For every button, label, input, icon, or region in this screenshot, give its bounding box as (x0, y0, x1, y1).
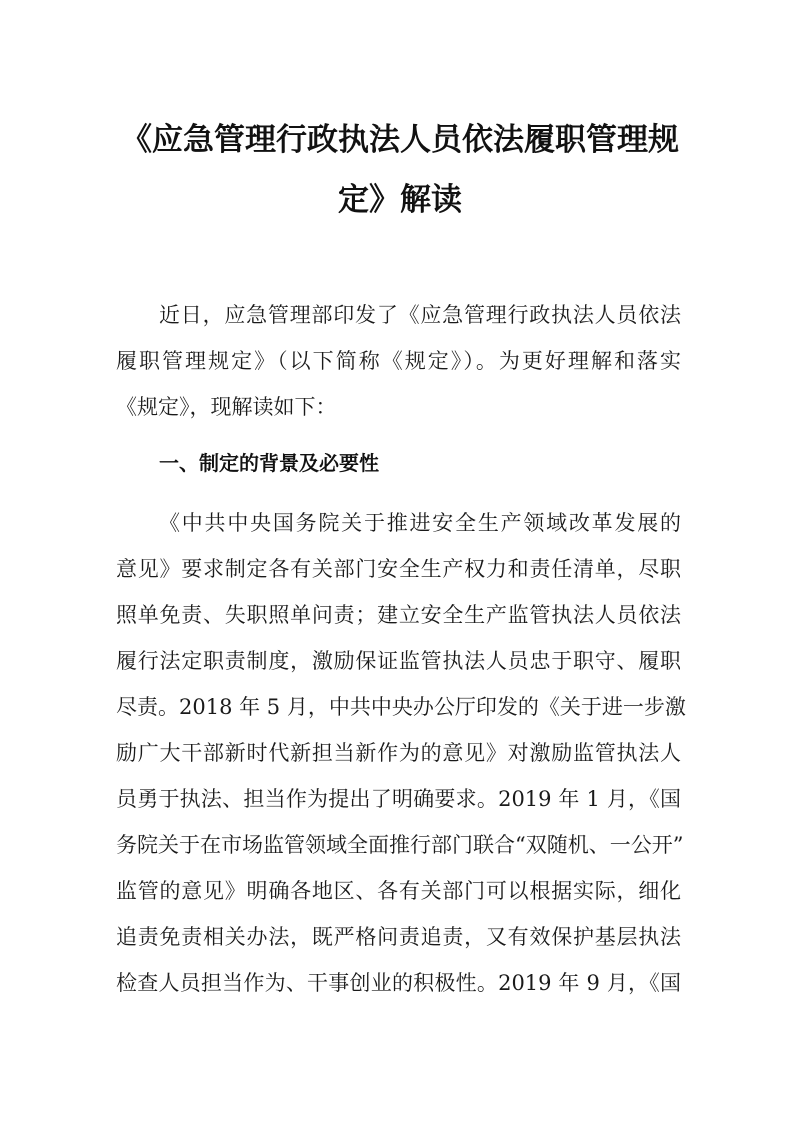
intro-line-3: 《规定》，现解读如下： (116, 395, 337, 419)
section-1-line-3: 照单免责、失职照单问责；建立安全生产监管执法人员依法 (116, 603, 681, 627)
section-1-line-2: 意见》要求制定各有关部门安全生产权力和责任清单，尽职 (116, 557, 681, 581)
section-1-line-1: 《中共中央国务院关于推进安全生产领域改革发展的 (159, 511, 681, 535)
section-1-line-9: 监管的意见》明确各地区、各有关部门可以根据实际，细化 (116, 879, 681, 903)
intro-line-2: 履职管理规定》（以下简称《规定》）。为更好理解和落实 (116, 349, 681, 373)
section-1-line-5: 尽责。2018 年 5 月，中共中央办公厅印发的《关于进一步激 (116, 695, 686, 719)
intro-line-1: 近日，应急管理部印发了《应急管理行政执法人员依法 (159, 303, 681, 327)
section-1-line-10: 追责免责相关办法，既严格问责追责，又有效保护基层执法 (116, 925, 681, 949)
section-1-line-4: 履行法定职责制度，激励保证监管执法人员忠于职守、履职 (116, 649, 681, 673)
section-1-line-7: 员勇于执法、担当作为提出了明确要求。2019 年 1 月，《国 (116, 787, 681, 811)
document-title-line-2: 定》解读 (338, 182, 462, 218)
section-1-line-11: 检查人员担当作为、干事创业的积极性。2019 年 9 月，《国 (116, 971, 681, 995)
section-1-line-8: 务院关于在市场监管领域全面推行部门联合“双随机、一公开” (116, 833, 684, 857)
document-title-line-1: 《应急管理行政执法人员依法履职管理规 (121, 122, 679, 158)
section-1-line-6: 励广大干部新时代新担当新作为的意见》对激励监管执法人 (116, 741, 681, 765)
section-1-heading: 一、制定的背景及必要性 (159, 451, 379, 475)
